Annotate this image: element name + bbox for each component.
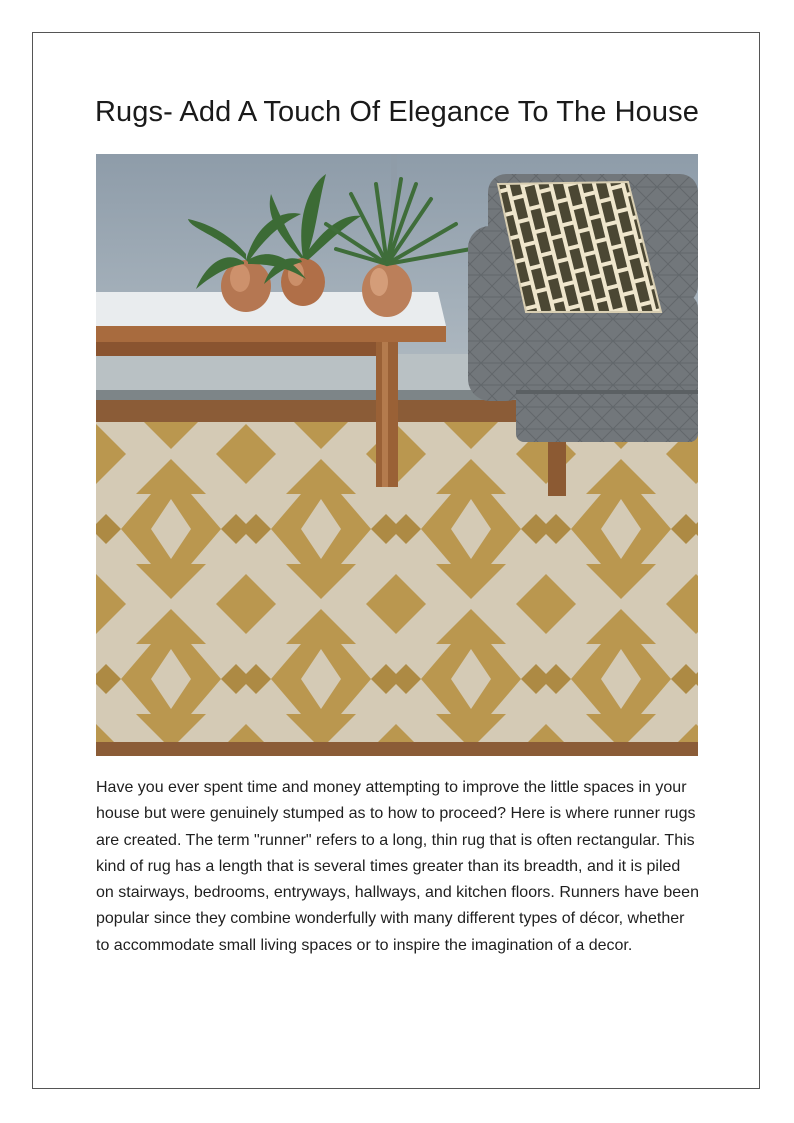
rug-room-illustration (96, 154, 698, 756)
copper-pot (362, 263, 412, 317)
body-paragraph: Have you ever spent time and money attempting to improve the little spaces in your house but were genuinely stumped as to how to proceed? Here is where runner rugs are created. The term "runner" refers to a long, thin rug that is often rectangular. This kind of rug has a length that is several times greater than its breadth, and it is piled on stairways, bedrooms, entryways, hallways, and kitchen floors. Runners have been popular since they combine wonderfully with many different types of décor, whether to accommodate small living spaces or to inspire the imagination of a decor. (96, 779, 699, 954)
document-title: Rugs- Add A Touch Of Elegance To The House (95, 96, 699, 128)
rug-photo (96, 154, 698, 756)
